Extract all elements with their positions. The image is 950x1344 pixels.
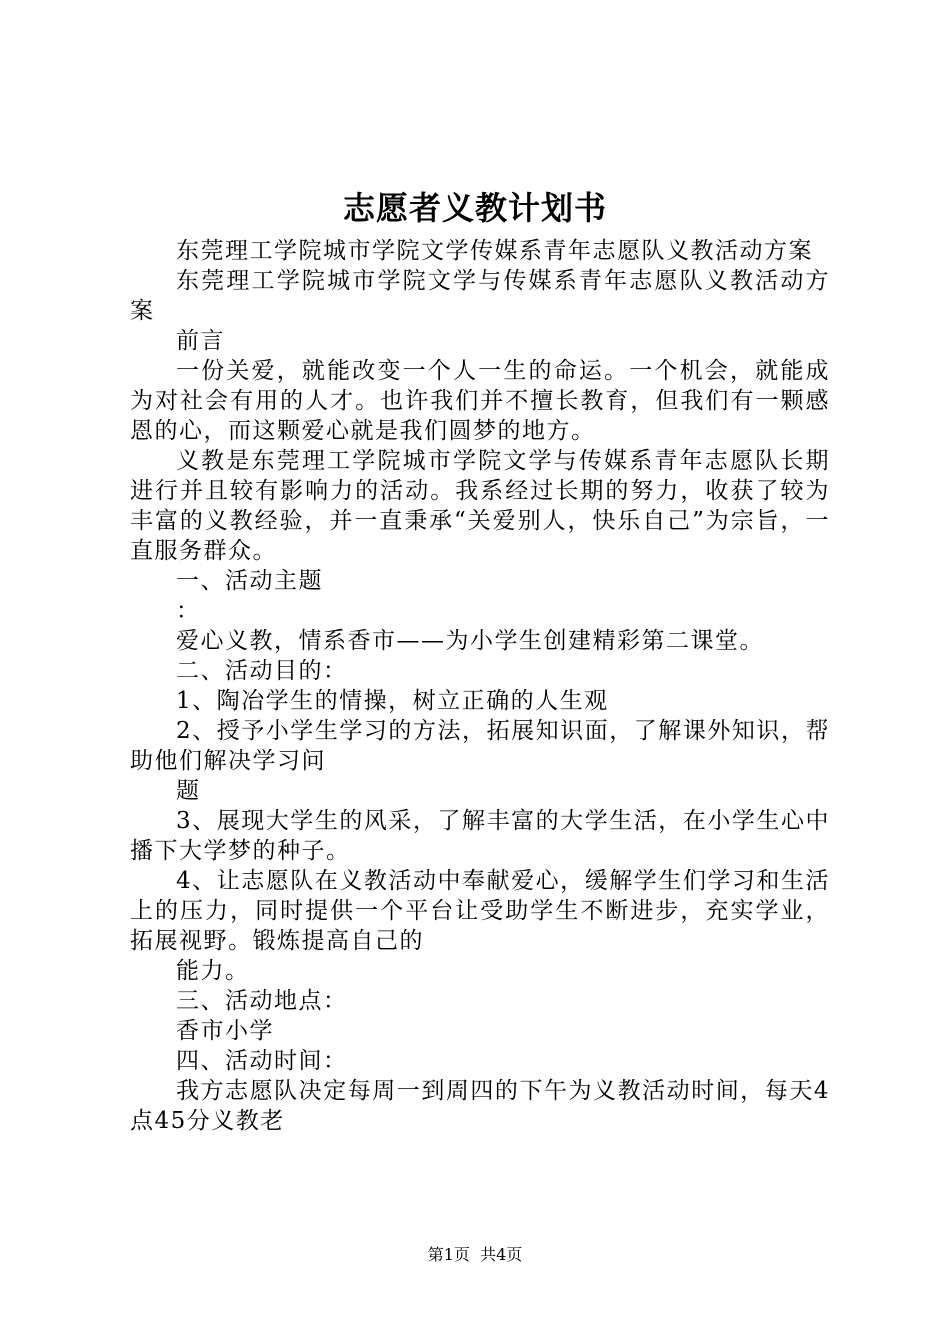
section-heading: 二、活动目的：	[176, 658, 348, 684]
paragraph: 一份关爱，就能改变一个人一生的命运。一个机会，就能成为对社会有用的人才。也许我们并不擅长教育，但我们有一颗感恩的心，而这颗爱心就是我们圆梦的地方。	[130, 358, 830, 444]
section-heading: 三、活动地点：	[176, 988, 348, 1014]
list-item: 2、授予小学生学习的方法，拓展知识面，了解课外知识，帮助他们解决学习问	[130, 718, 830, 774]
list-item: 4、让志愿队在义教活动中奉献爱心，缓解学生们学习和生活上的压力，同时提供一个平台让受助学生不断进步，充实学业，拓展视野。锻炼提高自己的	[130, 868, 830, 954]
paragraph: 能力。	[176, 958, 250, 984]
page-footer: 第1页 共4页	[427, 1245, 523, 1264]
section-heading: 四、活动时间：	[176, 1048, 348, 1074]
document-body	[130, 236, 830, 1136]
paragraph: 东莞理工学院城市学院文学传媒系青年志愿队义教活动方案	[176, 238, 813, 264]
section-heading: 一、活动主题	[176, 568, 323, 594]
paragraph: 爱心义教，情系香市——为小学生创建精彩第二课堂。	[176, 628, 764, 654]
paragraph: 香市小学	[176, 1018, 274, 1044]
paragraph: 前言	[176, 328, 225, 354]
paragraph: 我方志愿队决定每周一到周四的下午为义教活动时间，每天4点45分义教老	[130, 1078, 830, 1134]
paragraph: 题	[176, 778, 201, 804]
paragraph: 义教是东莞理工学院城市学院文学与传媒系青年志愿队长期进行并且较有影响力的活动。我系经过长期的努力，收获了较为丰富的义教经验，并一直秉承“关爱别人，快乐自己”为宗旨，一直服务群众。	[130, 448, 830, 564]
list-item: 3、展现大学生的风采，了解丰富的大学生活，在小学生心中播下大学梦的种子。	[130, 808, 830, 864]
document-title: 志愿者义教计划书	[342, 189, 607, 227]
paragraph: 东莞理工学院城市学院文学与传媒系青年志愿队义教活动方案	[130, 268, 830, 324]
paragraph: ：	[176, 598, 201, 624]
list-item: 1、陶冶学生的情操，树立正确的人生观	[176, 688, 609, 714]
